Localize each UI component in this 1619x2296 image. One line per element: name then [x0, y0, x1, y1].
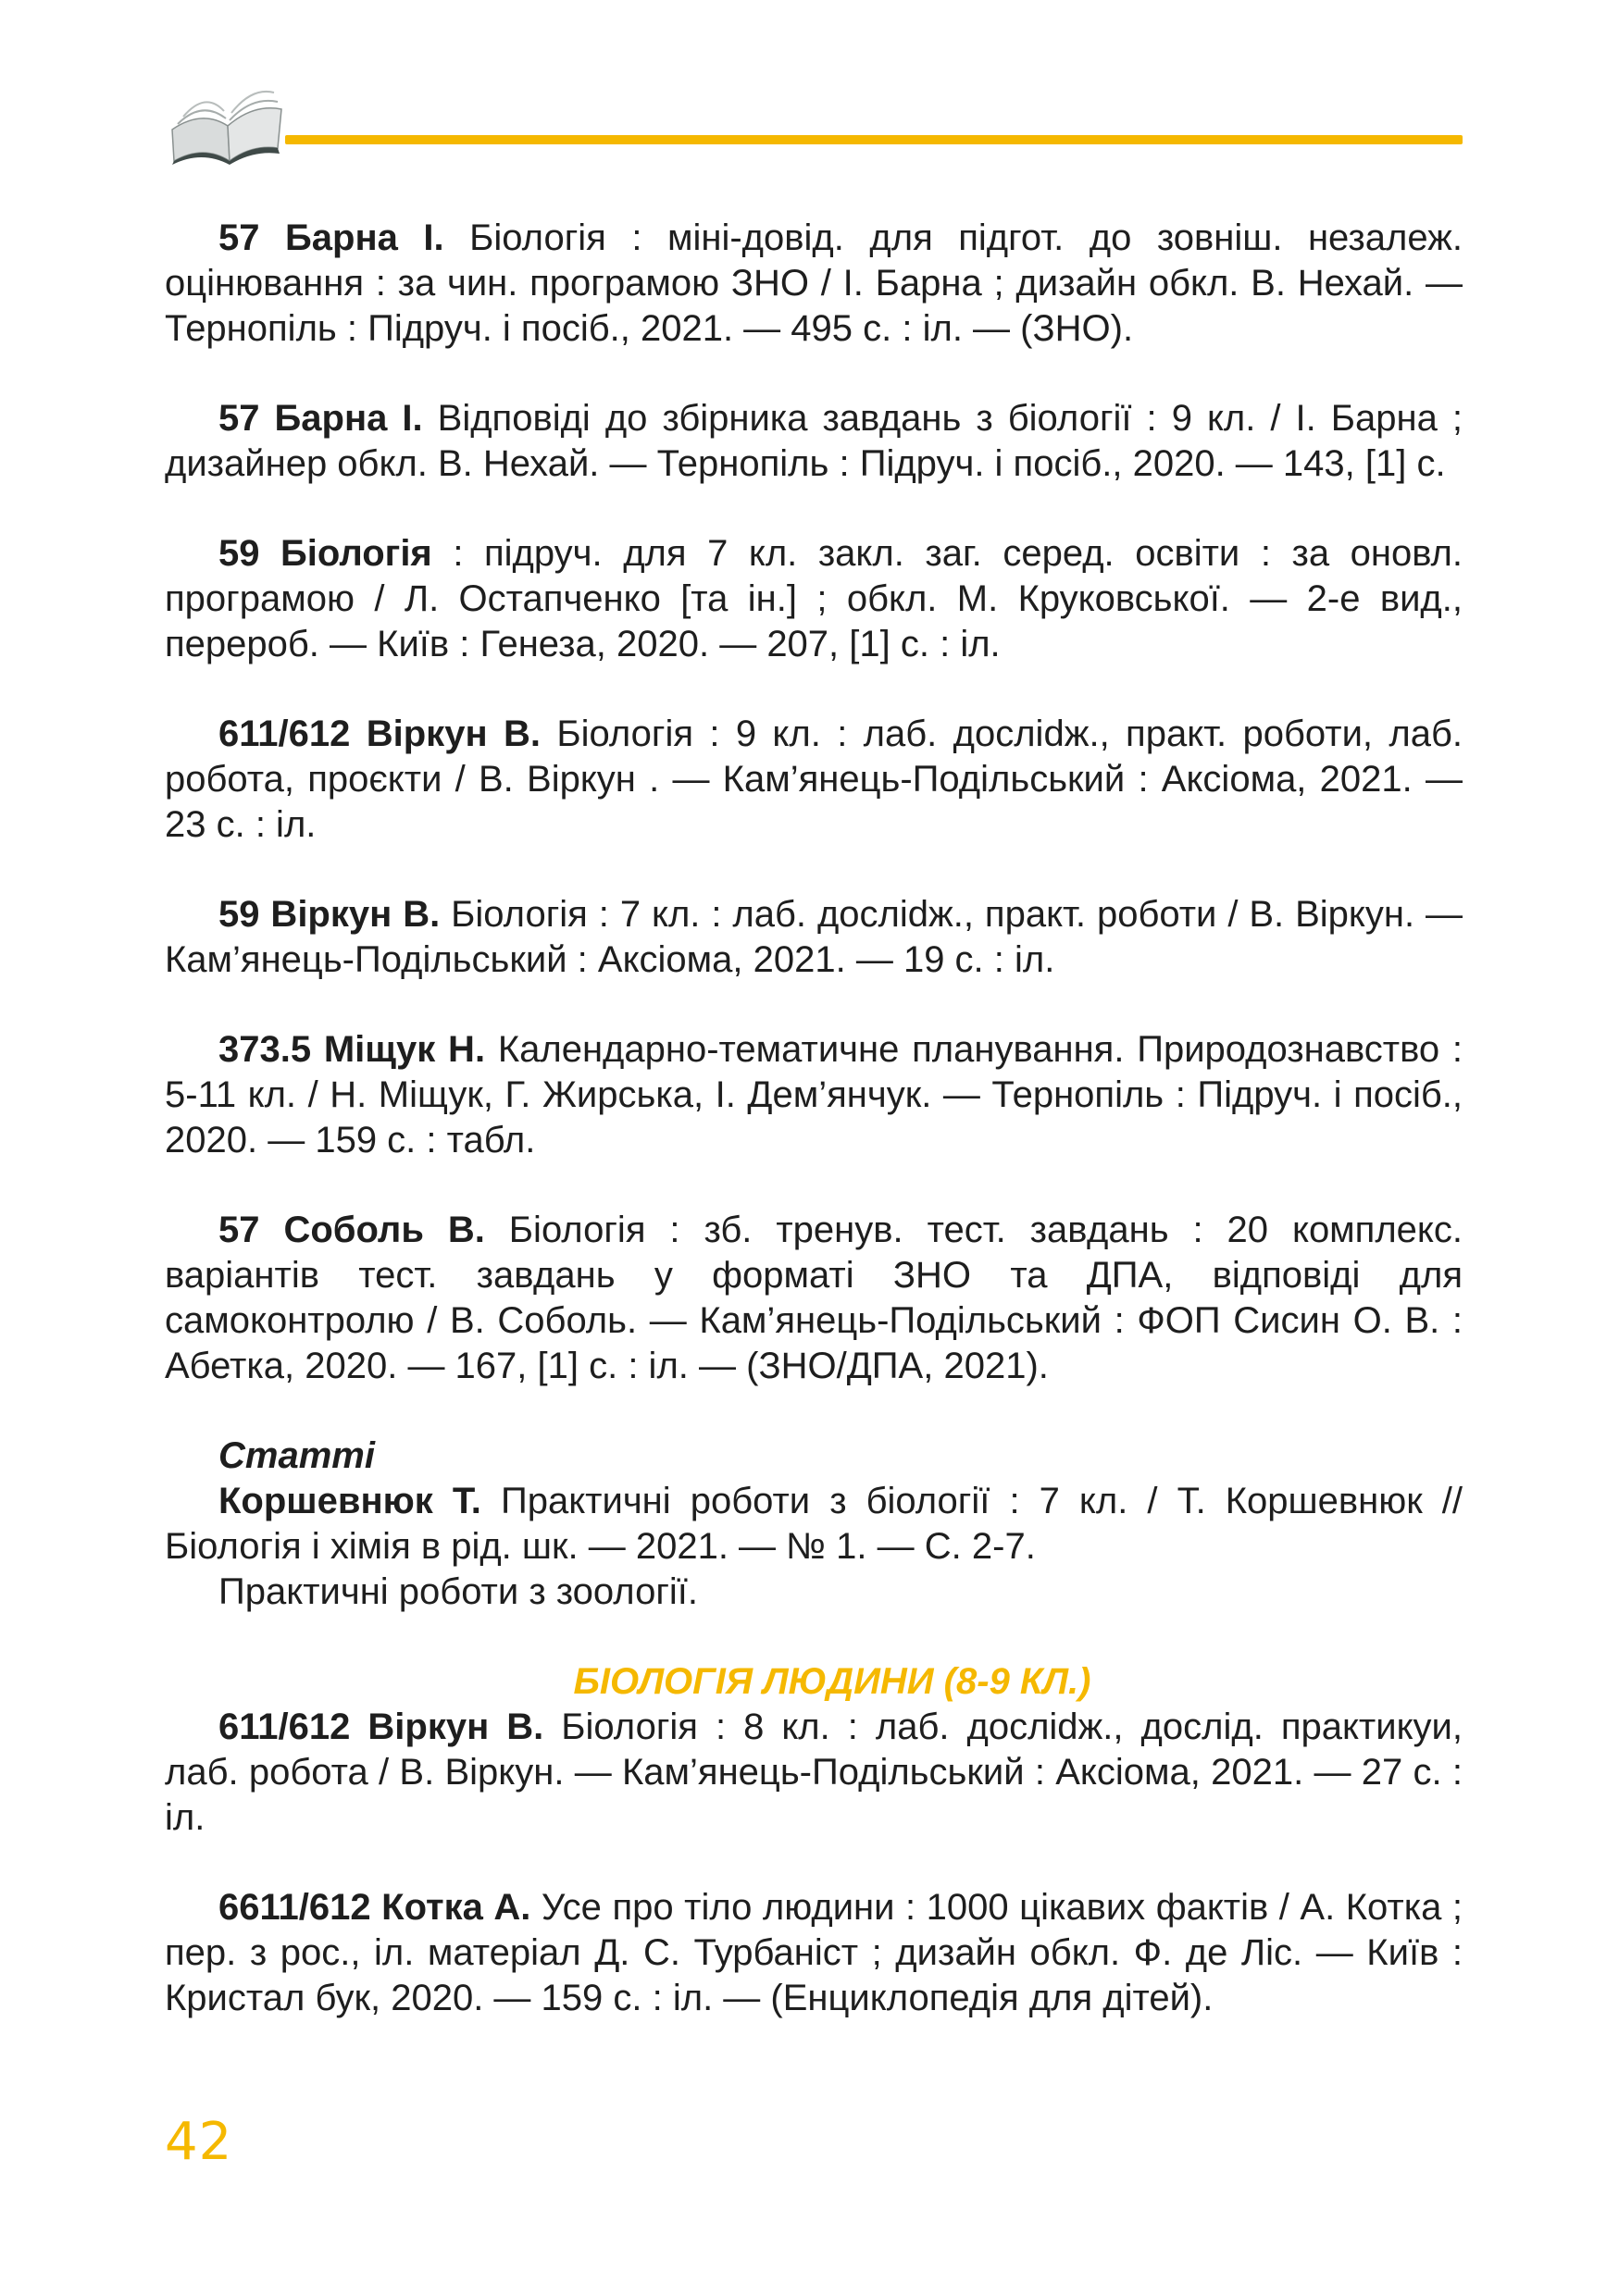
entry-code-author: 57 Барна І. — [218, 217, 444, 258]
articles-heading: Статті — [218, 1435, 375, 1476]
entry-code-author: 57 Барна І. — [218, 398, 423, 439]
entry-description: Відповіді до збірника завдань з біології : 9 кл. / І. Барна ; дизайнер обкл. В. Нехай. — Тернопіль : Підруч. і посіб., 2020. — 143, [1] с. — [165, 398, 1463, 484]
entry-description: Біологія : міні-довід. для підгот. до зовніш. незалеж. оцінювання : за чин. програмою ЗНО / І. Барна ; дизайн обкл. В. Нехай. — Тернопіль : Підруч. і посіб., 2021. — 495 с. : іл. — (ЗНО). — [165, 217, 1463, 349]
entry-code-author: 611/612 Віркун В. — [218, 714, 541, 754]
entry-description: Біологія : 8 кл. : лаб. досліdж., дослід. практикуи, лаб. робота / В. Віркун. — Кам’янець-Подільський : Аксіома, 2021. — 27 с. : іл. — [165, 1706, 1463, 1838]
entry-code-author: 6611/612 Котка А. — [218, 1887, 531, 1928]
bibliography-entry — [165, 531, 1463, 667]
entry-description: Календарно-тематичне планування. Природознавство : 5-11 кл. / Н. Міщук, Г. Жирська, І. Дем’янчук. — Тернопіль : Підруч. і посіб., 2020. — 159 с. : табл. — [165, 1029, 1463, 1160]
bibliography-entry — [165, 1208, 1463, 1389]
open-book-icon — [165, 72, 285, 165]
entry-code-author: 611/612 Віркун В. — [218, 1706, 544, 1747]
header-rule — [285, 135, 1463, 144]
article-entry — [165, 1479, 1463, 1570]
entry-code-author: 59 Віркун В. — [218, 894, 441, 935]
entry-code-author: 59 Біологія — [218, 533, 432, 574]
bibliography-entry — [165, 216, 1463, 352]
bibliography-entry — [165, 1027, 1463, 1163]
entry-description: Біологія : зб. тренув. тест. завдань : 20 комплекс. варіантів тест. завдань у форматі ЗНО та ДПА, відповіді для самоконтролю / В. Соболь. — Кам’янець-Подільський : ФОП Сисин О. В. : Абетка, 2020. — 167, [1] с. : іл. — (ЗНО/ДПА, 2021). — [165, 1210, 1463, 1386]
bibliography-entry — [165, 1885, 1463, 2021]
entry-description: Біологія : 9 кл. : лаб. досліdж., практ. роботи, лаб. робота, проєкти / В. Віркун . — Кам’янець-Подільський : Аксіома, 2021. — 23 с. : іл. — [165, 714, 1463, 845]
bibliography-entry — [165, 396, 1463, 487]
article-annotation: Практичні роботи з зоології. — [218, 1571, 699, 1612]
bibliography-entry — [165, 892, 1463, 983]
entry-code-author: 373.5 Міщук Н. — [218, 1029, 486, 1070]
bibliography-list — [165, 216, 1463, 2066]
bibliography-entry — [165, 1705, 1463, 1841]
entry-description: Усе про тіло людини : 1000 цікавих фактів / А. Котка ; пер. з рос., іл. матеріал Д. С. Турбаніст ; дизайн обкл. Ф. де Ліс. — Київ : Кристал бук, 2020. — 159 с. : іл. — (Енциклопедія для дітей). — [165, 1887, 1463, 2018]
entry-description: : підруч. для 7 кл. закл. заг. серед. освіти : за оновл. програмою / Л. Остапченко [та ін.] ; обкл. М. Круковської. — 2-е вид., перероб. — Київ : Генеза, 2020. — 207, [1] с. : іл. — [165, 533, 1463, 664]
entry-description: Біологія : 7 кл. : лаб. досліdж., практ. роботи / В. Віркун. — Кам’янець-Подільський : Аксіома, 2021. — 19 с. : іл. — [165, 894, 1463, 980]
page-number: 42 — [165, 2112, 233, 2172]
bibliography-entry — [165, 712, 1463, 848]
entry-code-author: Коршевнюк Т. — [218, 1481, 481, 1521]
section-heading: БІОЛОГІЯ ЛЮДИНИ (8-9 КЛ.) — [573, 1661, 1091, 1702]
entry-description: Практичні роботи з біології : 7 кл. / Т. Коршевнюк // Біологія і хімія в рід. шк. — 2021. — № 1. — С. 2-7. — [165, 1481, 1463, 1567]
entry-code-author: 57 Соболь В. — [218, 1210, 485, 1250]
